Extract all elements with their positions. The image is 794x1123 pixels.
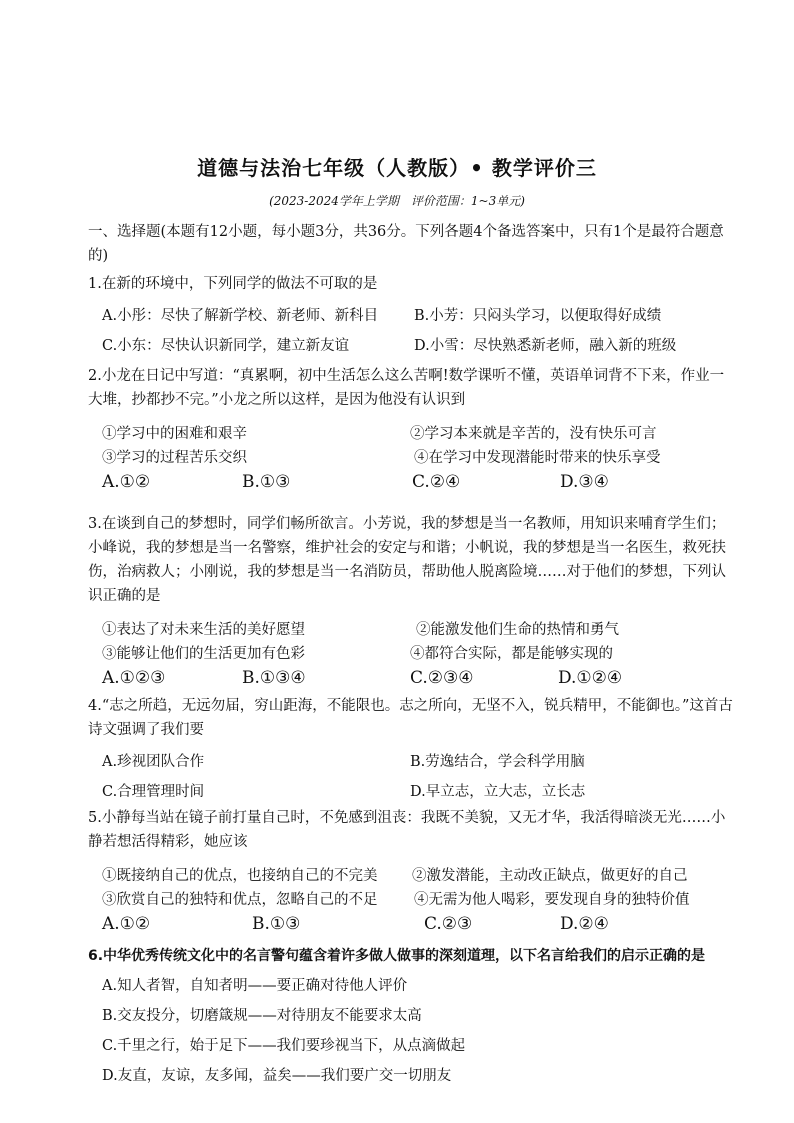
page-title: 道德与法治七年级（人教版）• 教学评价三 <box>197 156 597 180</box>
page-subtitle: (2023-2024学年上学期 评价范围：1~3单元) <box>269 194 525 208</box>
option-a[interactable]: A.知人者智，自知者明——要正确对待他人评价 <box>102 978 408 994</box>
option-c[interactable]: C.②③ <box>424 914 473 934</box>
option-row <box>88 1000 738 1030</box>
statement-3: ③能够让他们的生活更加有色彩 <box>102 646 305 662</box>
option-d[interactable]: D.友直，友谅，友多闻，益矣——我们要广交一切朋友 <box>102 1068 452 1084</box>
option-row <box>88 300 738 330</box>
option-d[interactable]: D.②④ <box>560 914 609 934</box>
option-a[interactable]: A.①②③ <box>102 668 166 688</box>
question-3 <box>88 512 738 694</box>
question-stem: 4.“志之所趋，无远勿届，穷山距海，不能限也。志之所向，无坚不入，锐兵精甲，不能御也。”这首古诗文强调了我们要 <box>88 698 733 738</box>
statement-row <box>88 884 738 908</box>
option-b[interactable]: B.①③④ <box>242 668 306 688</box>
option-d[interactable]: D.③④ <box>560 472 609 492</box>
option-c[interactable]: C.小东：尽快认识新同学，建立新友谊 <box>102 338 350 354</box>
option-a[interactable]: A.小彤：尽快了解新学校、新老师、新科目 <box>102 308 379 324</box>
option-a[interactable]: A.珍视团队合作 <box>102 754 205 770</box>
statement-1: ①表达了对未来生活的美好愿望 <box>102 622 305 638</box>
option-row <box>88 330 738 360</box>
option-c[interactable]: C.②③④ <box>410 668 474 688</box>
statement-row <box>88 442 738 466</box>
section-instruction: 一、选择题(本题有12小题，每小题3分，共36分。下列各题4个备选答案中，只有1个是最符合题意的) <box>88 224 724 264</box>
option-b[interactable]: B.①③ <box>242 472 291 492</box>
statement-4: ④无需为他人喝彩，要发现自身的独特价值 <box>414 892 690 908</box>
option-c[interactable]: C.千里之行，始于足下——我们要珍视当下，从点滴做起 <box>102 1038 466 1054</box>
option-row <box>88 466 738 498</box>
statement-4: ④都符合实际，都是能够实现的 <box>410 646 613 662</box>
option-c[interactable]: C.②④ <box>412 472 461 492</box>
option-a[interactable]: A.①② <box>102 472 151 492</box>
option-row <box>88 776 738 806</box>
option-row <box>88 970 738 1000</box>
question-1 <box>88 272 738 360</box>
question-5 <box>88 806 738 940</box>
option-b[interactable]: B.①③ <box>252 914 301 934</box>
statement-3: ③学习的过程苦乐交织 <box>102 450 247 466</box>
option-b[interactable]: B.小芳：只闷头学习，以便取得好成绩 <box>414 308 662 324</box>
statement-1: ①学习中的困难和艰辛 <box>102 426 247 442</box>
statement-2: ②学习本来就是辛苦的，没有快乐可言 <box>410 426 657 442</box>
option-d[interactable]: D.早立志，立大志，立长志 <box>410 784 586 800</box>
question-stem: 5.小静每当站在镜子前打量自己时，不免感到沮丧：我既不美貌，又无才华，我活得暗淡无光……小静若想活得精彩，她应该 <box>88 810 726 850</box>
option-row <box>88 1060 738 1090</box>
statement-row <box>88 418 738 442</box>
option-row <box>88 908 738 940</box>
option-row <box>88 662 738 694</box>
question-6 <box>88 944 738 1090</box>
option-row <box>88 1030 738 1060</box>
option-d[interactable]: D.①②④ <box>558 668 623 688</box>
question-stem: 1.在新的环境中，下列同学的做法不可取的是 <box>88 276 378 292</box>
question-2 <box>88 364 738 498</box>
statement-row <box>88 614 738 638</box>
option-a[interactable]: A.①② <box>102 914 151 934</box>
option-c[interactable]: C.合理管理时间 <box>102 784 205 800</box>
statement-4: ④在学习中发现潜能时带来的快乐享受 <box>414 450 661 466</box>
option-d[interactable]: D.小雪：尽快熟悉新老师，融入新的班级 <box>414 338 677 354</box>
question-stem: 3.在谈到自己的梦想时，同学们畅所欲言。小芳说，我的梦想是当一名教师，用知识来哺育学生们；小峰说，我的梦想是当一名警察，维护社会的安定与和谐；小帆说，我的梦想是当一名医生，救死扶伤，治病救人；小刚说，我的梦想是当一名消防员，帮助他人脱离险境……对于他们的梦想，下列认识正确的是 <box>88 516 726 604</box>
statement-3: ③欣赏自己的独特和优点，忽略自己的不足 <box>102 892 378 908</box>
question-stem: 2.小龙在日记中写道：“真累啊，初中生活怎么这么苦啊!数学课听不懂，英语单词背不下来，作业一大堆，抄都抄不完。”小龙之所以这样，是因为他没有认识到 <box>88 368 725 408</box>
option-b[interactable]: B.劳逸结合，学会科学用脑 <box>410 754 585 770</box>
option-row <box>88 746 738 776</box>
statement-2: ②激发潜能，主动改正缺点，做更好的自己 <box>412 868 688 884</box>
statement-2: ②能激发他们生命的热情和勇气 <box>416 622 619 638</box>
statement-row <box>88 638 738 662</box>
statement-row <box>88 860 738 884</box>
question-4 <box>88 694 738 806</box>
statement-1: ①既接纳自己的优点，也接纳自己的不完美 <box>102 868 378 884</box>
question-stem: 6.中华优秀传统文化中的名言警句蕴含着许多做人做事的深刻道理，以下名言给我们的启示正确的是 <box>88 948 706 964</box>
option-b[interactable]: B.交友投分，切磨箴规——对待朋友不能要求太高 <box>102 1008 422 1024</box>
